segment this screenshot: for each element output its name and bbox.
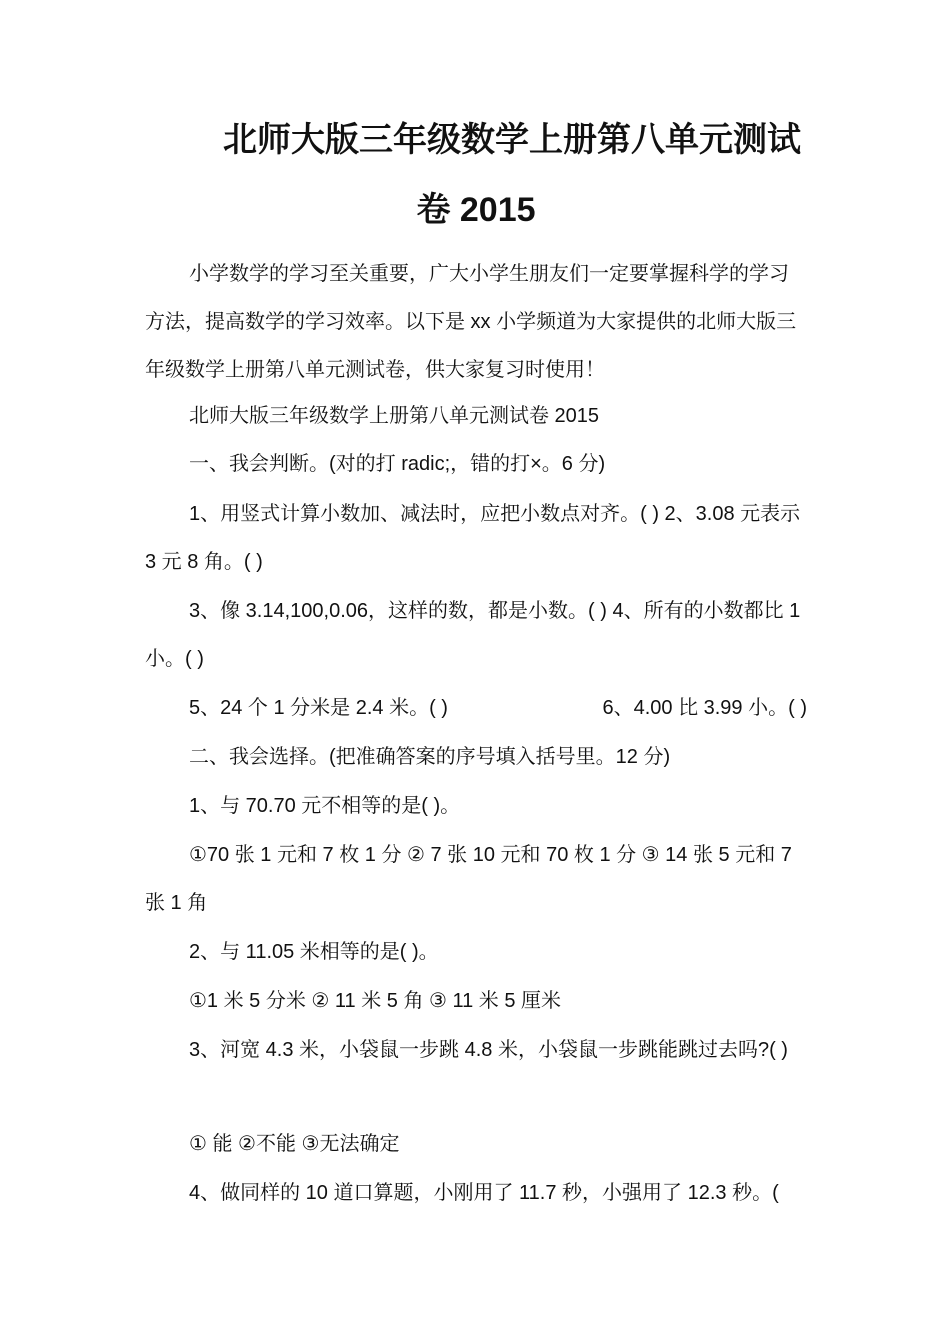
choice-question-3-options: ① 能 ②不能 ③无法确定	[189, 1133, 400, 1155]
question-3-4: 3、像 3.14,100,0.06，这样的数，都是小数。( ) 4、所有的小数都比 1 小。( )	[145, 600, 801, 670]
subtitle-paragraph: 北师大版三年级数学上册第八单元测试卷 2015	[189, 405, 600, 427]
choice-question-4: 4、做同样的 10 道口算题，小刚用了 11.7 秒，小强用了 12.3 秒。(	[189, 1182, 779, 1204]
document-title-line-2: 卷 2015	[416, 191, 536, 229]
question-5-6-row	[145, 684, 807, 732]
choice-question-1-options: ①70 张 1 元和 7 枚 1 分 ② 7 张 10 元和 70 枚 1 分 ③ 14 张 5 元和 7 张 1 角	[145, 844, 792, 914]
choice-question-1: 1、与 70.70 元不相等的是( )。	[189, 795, 461, 817]
choice-question-2: 2、与 11.05 米相等的是( )。	[189, 941, 439, 963]
question-6: 6、4.00 比 3.99 小。( )	[602, 697, 807, 719]
choice-question-2-options: ①1 米 5 分米 ② 11 米 5 角 ③ 11 米 5 厘米	[189, 990, 562, 1012]
choice-question-3: 3、河宽 4.3 米，小袋鼠一步跳 4.8 米，小袋鼠一步跳能跳过去吗?( )	[189, 1039, 788, 1061]
question-1-2: 1、用竖式计算小数加、减法时，应把小数点对齐。( ) 2、3.08 元表示 3 元 8 角。( )	[145, 503, 801, 573]
document-title-line-1: 北师大版三年级数学上册第八单元测试	[223, 121, 801, 159]
question-5: 5、24 个 1 分米是 2.4 米。( )	[189, 697, 448, 719]
section-1-heading: 一、我会判断。(对的打 radic;，错的打×。6 分)	[189, 453, 606, 475]
section-2-heading: 二、我会选择。(把准确答案的序号填入括号里。12 分)	[189, 746, 671, 768]
intro-paragraph: 小学数学的学习至关重要，广大小学生朋友们一定要掌握科学的学习方法，提高数学的学习效率。以下是 xx 小学频道为大家提供的北师大版三年级数学上册第八单元测试卷，供大家复习时使用！	[145, 263, 797, 381]
